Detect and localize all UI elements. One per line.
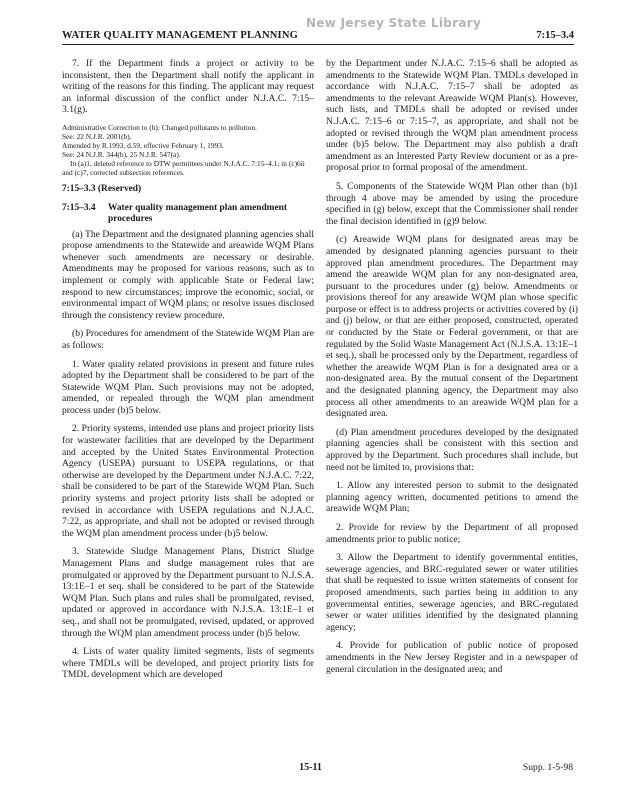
paragraph-b: (b) Procedures for amendment of the Statewide WQM Plan are as follows: bbox=[62, 328, 314, 351]
page-number: 15-11 bbox=[299, 762, 322, 773]
paragraph-d4: 4. Provide for publication of public notice of proposed amendments in the New Jersey Register and in a newspaper of general circulation in the designated area; and bbox=[326, 640, 578, 675]
paragraph-d3: 3. Allow the Department to identify governmental entities, sewerage agencies, and BRC-regulated sewer or water utilities that shall be requested to issue written statements of consent for proposed amendments, such parties being in addition to any governmental entities, sewerage agencies, and BRC-regulated sewer or water utilities identified by the designated planning agency; bbox=[326, 552, 578, 633]
paragraph-b1: 1. Water quality related provisions in present and future rules adopted by the Department shall be considered to be part of the Statewide WQM Plan. Such provisions may not be adopted, amended, or repealed through the WQM plan amendment process under (b)5 below. bbox=[62, 358, 314, 416]
paragraph-d2: 2. Provide for review by the Department of all proposed amendments prior to public notice; bbox=[326, 521, 578, 545]
paragraph-d1: 1. Allow any interested person to submit to the designated planning agency written, documented petitions to amend the areawide WQM Plan; bbox=[326, 480, 578, 515]
section-title: Water quality management plan amendment procedures bbox=[108, 202, 287, 224]
history-line: See: 24 N.J.R. 344(b), 25 N.J.R. 547(a). bbox=[62, 149, 181, 159]
paragraph-b4: 4. Lists of water quality limited segments, lists of segments where TMDLs will be developed, and project priority lists for TMDL development which are developed bbox=[62, 646, 314, 681]
paragraph-a: (a) The Department and the designated planning agencies shall propose amendments to the Statewide and areawide WQM Plans whenever such amendments are necessary or desirable. Amendments may be proposed for various reasons, such as to implement or comply with applicable State or Federal law; respond to new circumstances; improve the economic, social, or environmental impact of WQM plans; or resolve issues disclosed through the consistency review procedure. bbox=[62, 228, 314, 321]
paragraph-b2: 2. Priority systems, intended use plans and project priority lists for wastewater facilities that are developed by the Department and accepted by the United States Environmental Protection Agency (USEPA) pursuant to USEPA regulations, or that otherwise are developed by the Department under N.J.A.C. 7:22, shall be considered to be part of the Statewide WQM Plan. Such priority systems and project priority lists shall be adopted or revised in accordance with USEPA regulations and N.J.A.C. 7:22, as appropriate, and shall not be adopted or revised through the WQM plan amendment process under (b)5 below. bbox=[62, 423, 314, 539]
header-title: WATER QUALITY MANAGEMENT PLANNING bbox=[62, 30, 298, 41]
left-column bbox=[62, 58, 314, 688]
right-column bbox=[326, 58, 578, 682]
history-note bbox=[62, 123, 314, 177]
paragraph-b5: 5. Components of the Statewide WQM Plan other than (b)1 through 4 above may be amended by using the procedure specified in (g) below, except that the Commissioner shall render the final decision identified in (g)9 below. bbox=[326, 180, 578, 227]
header-section-number: 7:15–3.4 bbox=[536, 30, 574, 41]
history-line: Amended by R.1993, d.59, effective February 1, 1993. bbox=[62, 140, 224, 150]
history-line: Administrative Correction to (b): Changed pollutants to pollution. bbox=[62, 122, 258, 132]
paragraph-7: 7. If the Department finds a project or activity to be inconsistent, then the Department shall notify the applicant in writing of the reasons for this finding. The applicant may request an informal discussion of the conflict under N.J.A.C. 7:15–3.1(g). bbox=[62, 58, 314, 116]
section-heading bbox=[62, 203, 314, 225]
supplement-date: Supp. 1-5-98 bbox=[522, 762, 573, 773]
section-number: 7:15–3.4 bbox=[62, 202, 96, 213]
paragraph-b4-continued: by the Department under N.J.A.C. 7:15–6 shall be adopted as amendments to the Statewide WQM Plan. TMDLs developed in accordance with N.J.A.C. 7:15–7 shall be adopted as amendments to the relevant Areawide WQM Plan(s). However, such lists, and TMDLs shall be adopted or revised under N.J.A.C. 7:15–6 or 7:15–7, as appropriate, and shall not be adopted or revised through the WQM plan amendment process under (b)5 below. The Department may also publish a draft amendment as an Interested Party Review document or as a pre-proposal prior to formal proposal of the amendment. bbox=[326, 58, 578, 174]
paragraph-b3: 3. Statewide Sludge Management Plans, District Sludge Management Plans and sludge management rules that are promulgated or approved by the Department pursuant to N.J.S.A. 13:1E–1 et seq. shall be considered to be part of the Statewide WQM Plan. Such plans and rules shall be promulgated, revised, updated or approved in accordance with N.J.S.A. 13:1E–1 et seq., and shall not be promulgated, revised, updated, or approved through the WQM plan amendment process under (b)5 below. bbox=[62, 546, 314, 639]
library-stamp: New Jersey State Library bbox=[306, 16, 482, 30]
history-line: See: 22 N.J.R. 2001(b). bbox=[62, 131, 132, 141]
reserved-section-heading: 7:15–3.3 (Reserved) bbox=[62, 183, 142, 194]
history-line: In (a)1, deleted reference to DTW permittees under N.J.A.C. 7:15–4.1; in (c)6ii and (c)7, corrected subsection references. bbox=[62, 158, 305, 177]
paragraph-c: (c) Areawide WQM plans for designated areas may be amended by designated planning agencies pursuant to their approved plan amendment procedures. The Department may amend the areawide WQM plan for any non-designated area, pursuant to the procedures under (g) below. Amendments or provisions thereof for any areawide WQM plan whose specific purpose or effect is to address projects or activities covered by (i) and (j) below, or that are either proposed, constructed, operated or conducted by the State or Federal government, or that are regulated by the Solid Waste Management Act (N.J.S.A. 13:1E–1 et seq.), shall be processed only by the Department, regardless of whether the areawide WQM Plan is for a designated area or a non-designated area. By the mutual consent of the Department and the designated planning agency, the Department may also process all other amendments to an areawide WQM plan for a designated area. bbox=[326, 234, 578, 420]
paragraph-d: (d) Plan amendment procedures developed by the designated planning agencies shall be consistent with this section and approved by the Department. Such procedures shall include, but need not be limited to, provisions that: bbox=[326, 426, 578, 473]
running-header bbox=[62, 16, 574, 45]
